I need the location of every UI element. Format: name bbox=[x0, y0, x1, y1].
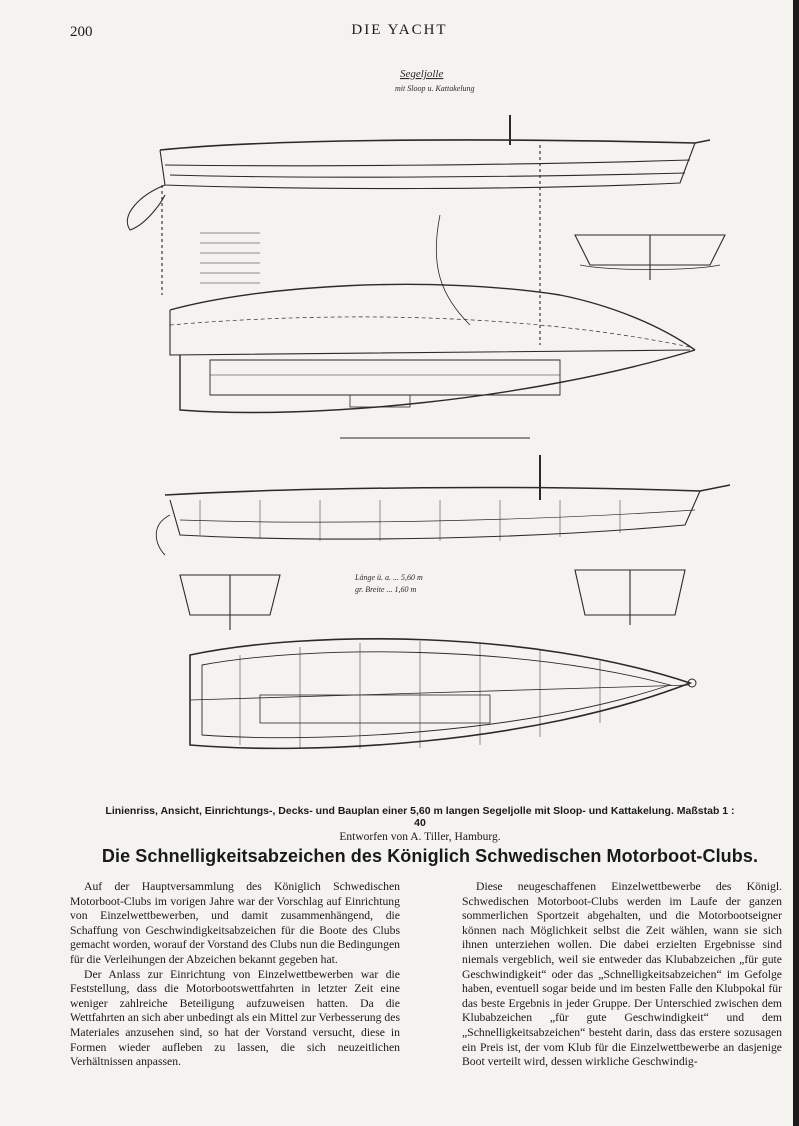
page-number: 200 bbox=[70, 24, 93, 40]
drawing-subtitle: mit Sloop u. Kattakelung bbox=[395, 84, 475, 93]
caption-credit: Entworfen von A. Tiller, Hamburg. bbox=[339, 831, 501, 843]
page-edge bbox=[793, 0, 799, 1126]
boat-plan-drawing bbox=[110, 55, 750, 795]
midship-section-upper bbox=[575, 235, 725, 280]
profile-view bbox=[127, 115, 710, 345]
article-headline: Die Schnelligkeitsabzeichen des Königlich Schwedischen Motorboot-Clubs. bbox=[101, 846, 759, 866]
spec-table-upper bbox=[200, 233, 260, 283]
article-column-left bbox=[70, 880, 400, 1070]
cross-section-left bbox=[180, 575, 280, 630]
paragraph: Diese neugeschaffenen Einzelwettbewerbe des Königl. Schwedischen Motorboot-Clubs werden im Laufe der ganzen sommerlichen Sportzeit abgehalten, und die Motorbootseigner können nach Möglichkeit selbst die Zeit wählen, wann sie sich ihnen unterziehen wollen. Die dabei erzielten Ergebnisse sind niemals vergeblich, weil sie entweder das Klubabzeichen „für gute Geschwindigkeit“ oder das „Schnelligkeitsabzeichen“ im Gefolge haben, eventuell sogar beide und im besten Falle den Klubpokal für das beste Ergebnis in jeder Gruppe. Der Unterschied zwischen dem Klubabzeichen „für gute Geschwindigkeit“ und dem „Schnelligkeitsabzeichen“ besteht darin, dass das erstere sozusagen ein Preis ist, der vom Klub für die Einzelwettbewerbe an dasjenige Boot verteilt wird, dessen wirkliche Geschwindig- bbox=[462, 880, 782, 1069]
half-breadth-view bbox=[170, 284, 695, 438]
deck-plan-view bbox=[190, 639, 696, 749]
paragraph: Der Anlass zur Einrichtung von Einzelwettbewerben war die Feststellung, dass die Motorbootswettfahrten in letzter Zeit eine weniger zahlreiche Beteiligung aufzuweisen hatten. Da die Wettfahrten an sich aber unbedingt als ein Mittel zur Verbesserung des Materiales anzusehen sind, so hat der Vorstand versucht, diese in Formen wieder aufleben zu lassen, die sich neuzeitlichen Verhältnissen anpassen. bbox=[70, 967, 400, 1069]
cross-section-right bbox=[575, 570, 685, 625]
dims-lower-beam: gr. Breite ... 1,60 m bbox=[355, 585, 417, 594]
dims-lower-length: Länge ü. a. ... 5,60 m bbox=[355, 573, 423, 582]
running-head: DIE YACHT bbox=[351, 22, 448, 38]
drawing-title: Segeljolle bbox=[400, 68, 444, 80]
paragraph: Auf der Hauptversammlung des Königlich Schwedischen Motorboot-Clubs im vorigen Jahre war der Vorschlag auf Einrichtung von Einzelwettbewerben, und damit zusammenhängend, die Schaffung von Geschwindigkeitsabzeichen für die Boote des Clubs gemacht worden, worauf der Vorstand des Clubs nun die Bedingungen für die Verleihungen der Abzeichen bekannt gegeben hat. bbox=[70, 880, 400, 966]
article-column-right bbox=[462, 880, 782, 1070]
caption-title: Linienriss, Ansicht, Einrichtungs-, Decks- und Bauplan einer 5,60 m langen Segeljolle mit Sloop- und Kattakelung. Maßstab 1 : 40 bbox=[105, 805, 735, 829]
figure-caption bbox=[100, 805, 740, 843]
construction-profile bbox=[156, 455, 730, 555]
